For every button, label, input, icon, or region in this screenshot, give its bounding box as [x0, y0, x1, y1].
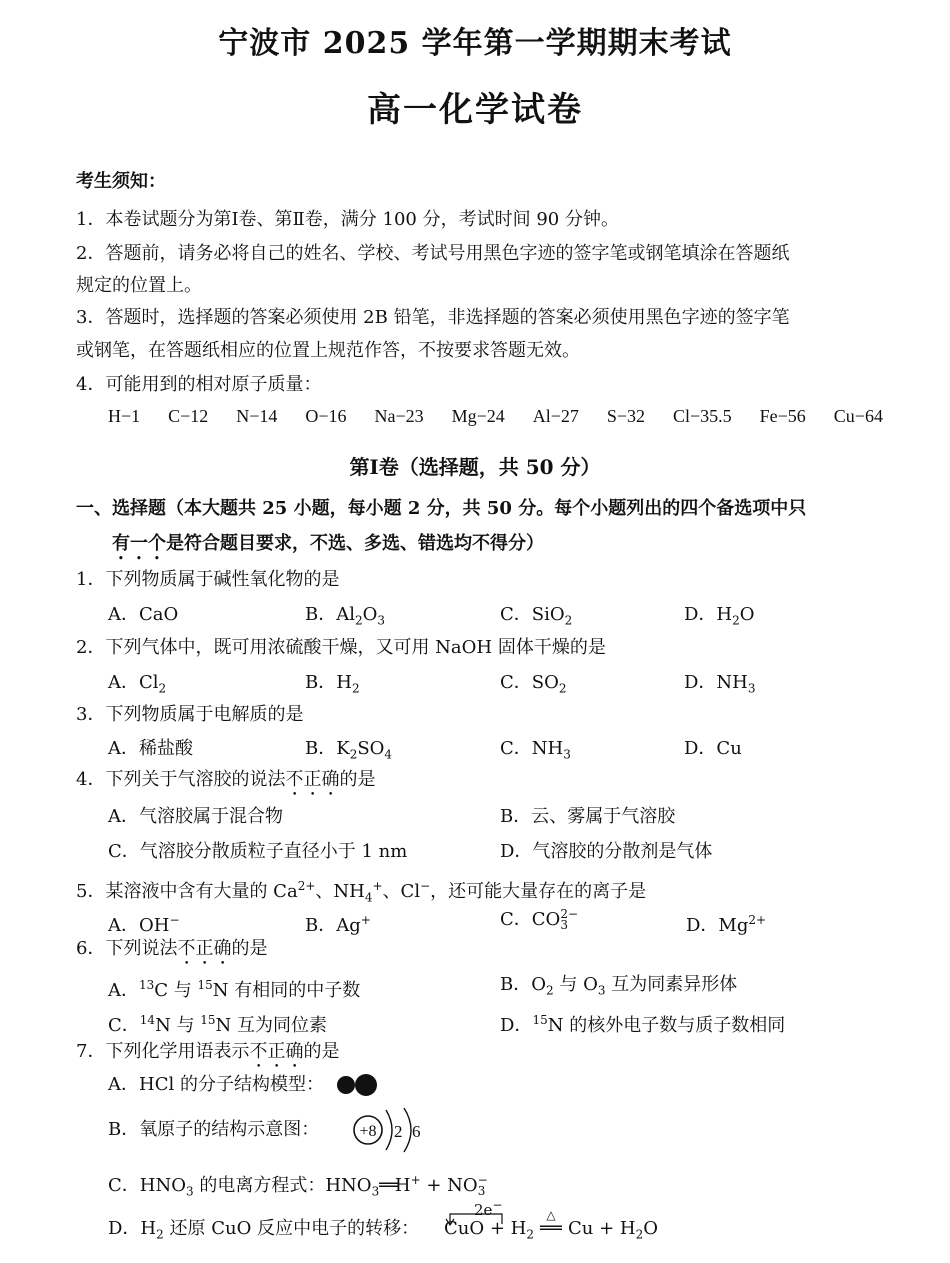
oxygen-atom-structure-icon: [350, 1102, 430, 1158]
atomic-mass: Al−27: [532, 406, 579, 426]
q2-option-a: A．$Cl_2$: [108, 672, 167, 696]
q3-option-b: B．$K_2SO_4$: [305, 738, 393, 762]
nucleus-charge: +8: [359, 1123, 377, 1140]
q6-option-c: C．$^{14}$N 与 $^{15}$N 互为同位素: [108, 1013, 328, 1036]
atomic-mass: S−32: [606, 406, 646, 426]
atomic-mass: H−1: [108, 406, 141, 426]
atomic-mass-list: [108, 406, 883, 427]
exam-title: 宁波市 2025 学年第一学期期末考试: [218, 26, 732, 61]
q7-option-a: A．HCl 的分子结构模型：: [108, 1073, 386, 1097]
notice-item-3: 3．答题时，选择题的答案必须使用 2B 铅笔，非选择题的答案必须使用黑色字迹的签字笔: [76, 307, 790, 328]
q3-option-a: A．稀盐酸: [108, 738, 193, 759]
electron-transfer-label: 2e−: [474, 1198, 503, 1219]
shell-1-electrons: 2: [394, 1122, 403, 1141]
hcl-molecule-model-icon: [330, 1073, 386, 1097]
q6-option-d: D．$^{15}$N 的核外电子数与质子数相同: [500, 1013, 786, 1036]
q4-option-a: A．气溶胶属于混合物: [108, 806, 283, 827]
q2-stem: 2．下列气体中，既可用浓硫酸干燥，又可用 NaOH 固体干燥的是: [76, 637, 606, 658]
q1-option-a: A．CaO: [108, 604, 179, 625]
heat-equals-sign: △ ══: [540, 1208, 562, 1239]
q4-option-b: B．云、雾属于气溶胶: [500, 806, 676, 827]
q5-option-a: A．OH−: [108, 913, 180, 936]
q6-option-a: A．$^{13}$C 与 $^{15}$N 有相同的中子数: [108, 978, 361, 1001]
q4-option-d: D．气溶胶的分散剂是气体: [500, 841, 713, 862]
notice-item-2: 2．答题前，请务必将自己的姓名、学校、考试号用黑色字迹的签字笔或钢笔填涂在答题纸: [76, 243, 790, 264]
q7-stem: 7．下列化学用语表示不正确的是: [76, 1041, 340, 1062]
q2-option-d: D．$NH_3$: [684, 672, 756, 696]
atomic-mass: Cu−64: [833, 406, 883, 426]
notice-heading: 考生须知：: [76, 171, 166, 192]
section-title: 一、选择题: [76, 498, 166, 519]
q5-option-b: B．Ag+: [305, 913, 371, 936]
q2-option-c: C．$SO_2$: [500, 672, 567, 696]
section-line-1: [76, 497, 806, 521]
notice-item-3-cont: 或钢笔，在答题纸相应的位置上规范作答，不按要求答题无效。: [76, 340, 580, 361]
q1-option-c: C．SiO$_2$: [500, 604, 573, 628]
q1-stem: 1．下列物质属于碱性氧化物的是: [76, 569, 340, 590]
q5-option-c: C．CO 2− 3: [500, 907, 579, 932]
atomic-mass: N−14: [236, 406, 278, 426]
q3-option-c: C．$NH_3$: [500, 738, 571, 762]
volume-title: 第Ⅰ卷（选择题，共 50 分）: [349, 455, 601, 479]
notice-item-4: 4．可能用到的相对原子质量：: [76, 374, 322, 395]
q6-option-b: B．$O_2$ 与 $O_3$ 互为同素异形体: [500, 974, 738, 998]
q7-option-b: B．氧原子的结构示意图：: [108, 1119, 320, 1140]
q5-option-d: D．$Mg^{2+}$: [686, 913, 767, 936]
section-desc-2: 是符合题目要求，不选、多选、错选均不得分）: [166, 533, 544, 554]
q6-stem: 6．下列说法不正确的是: [76, 938, 268, 959]
emphasis-text: 有一个: [112, 533, 166, 554]
shell-2-electrons: 6: [412, 1122, 421, 1141]
q3-stem: 3．下列物质属于电解质的是: [76, 704, 304, 725]
exam-subtitle: 高一化学试卷: [367, 90, 583, 130]
notice-item-1: 1．本卷试题分为第Ⅰ卷、第Ⅱ卷，满分 100 分，考试时间 90 分钟。: [76, 209, 619, 230]
q5-stem: 5．某溶液中含有大量的 $Ca^{2+}$、$NH_4^+$、Cl−，还可能大量存在的离子是: [76, 879, 647, 905]
notice-item-2-cont: 规定的位置上。: [76, 275, 202, 296]
atomic-mass: Cl−35.5: [673, 406, 732, 426]
q4-stem: 4．下列关于气溶胶的说法不正确的是: [76, 769, 376, 790]
q7-option-c: C．$HNO_3$ 的电离方程式：$HNO_3══H^+$ + NO − 3: [108, 1173, 488, 1199]
section-line-2: [112, 532, 544, 564]
q7-option-d: D．$H_2$ 还原 CuO 反应中电子的转移：: [108, 1218, 420, 1242]
atomic-mass: Mg−24: [451, 406, 505, 426]
atomic-mass: C−12: [168, 406, 209, 426]
atomic-mass: Na−23: [374, 406, 424, 426]
atomic-mass: Fe−56: [759, 406, 806, 426]
q1-option-b: B．$Al_2O_3$: [305, 604, 386, 628]
atomic-mass: O−16: [305, 406, 347, 426]
q7-reaction-equation: CuO + $H_2$ △ ══ $Cu + H_2O$: [444, 1208, 658, 1242]
q3-option-d: D．Cu: [684, 738, 742, 759]
q1-option-d: D．$H_2O$: [684, 604, 755, 628]
section-desc: （本大题共 25 小题，每小题 2 分，共 50 分。每个小题列出的四个备选项中只: [166, 498, 807, 519]
q2-option-b: B．$H_2$: [305, 672, 360, 696]
q4-option-c: C．气溶胶分散质粒子直径小于 1 nm: [108, 841, 408, 862]
